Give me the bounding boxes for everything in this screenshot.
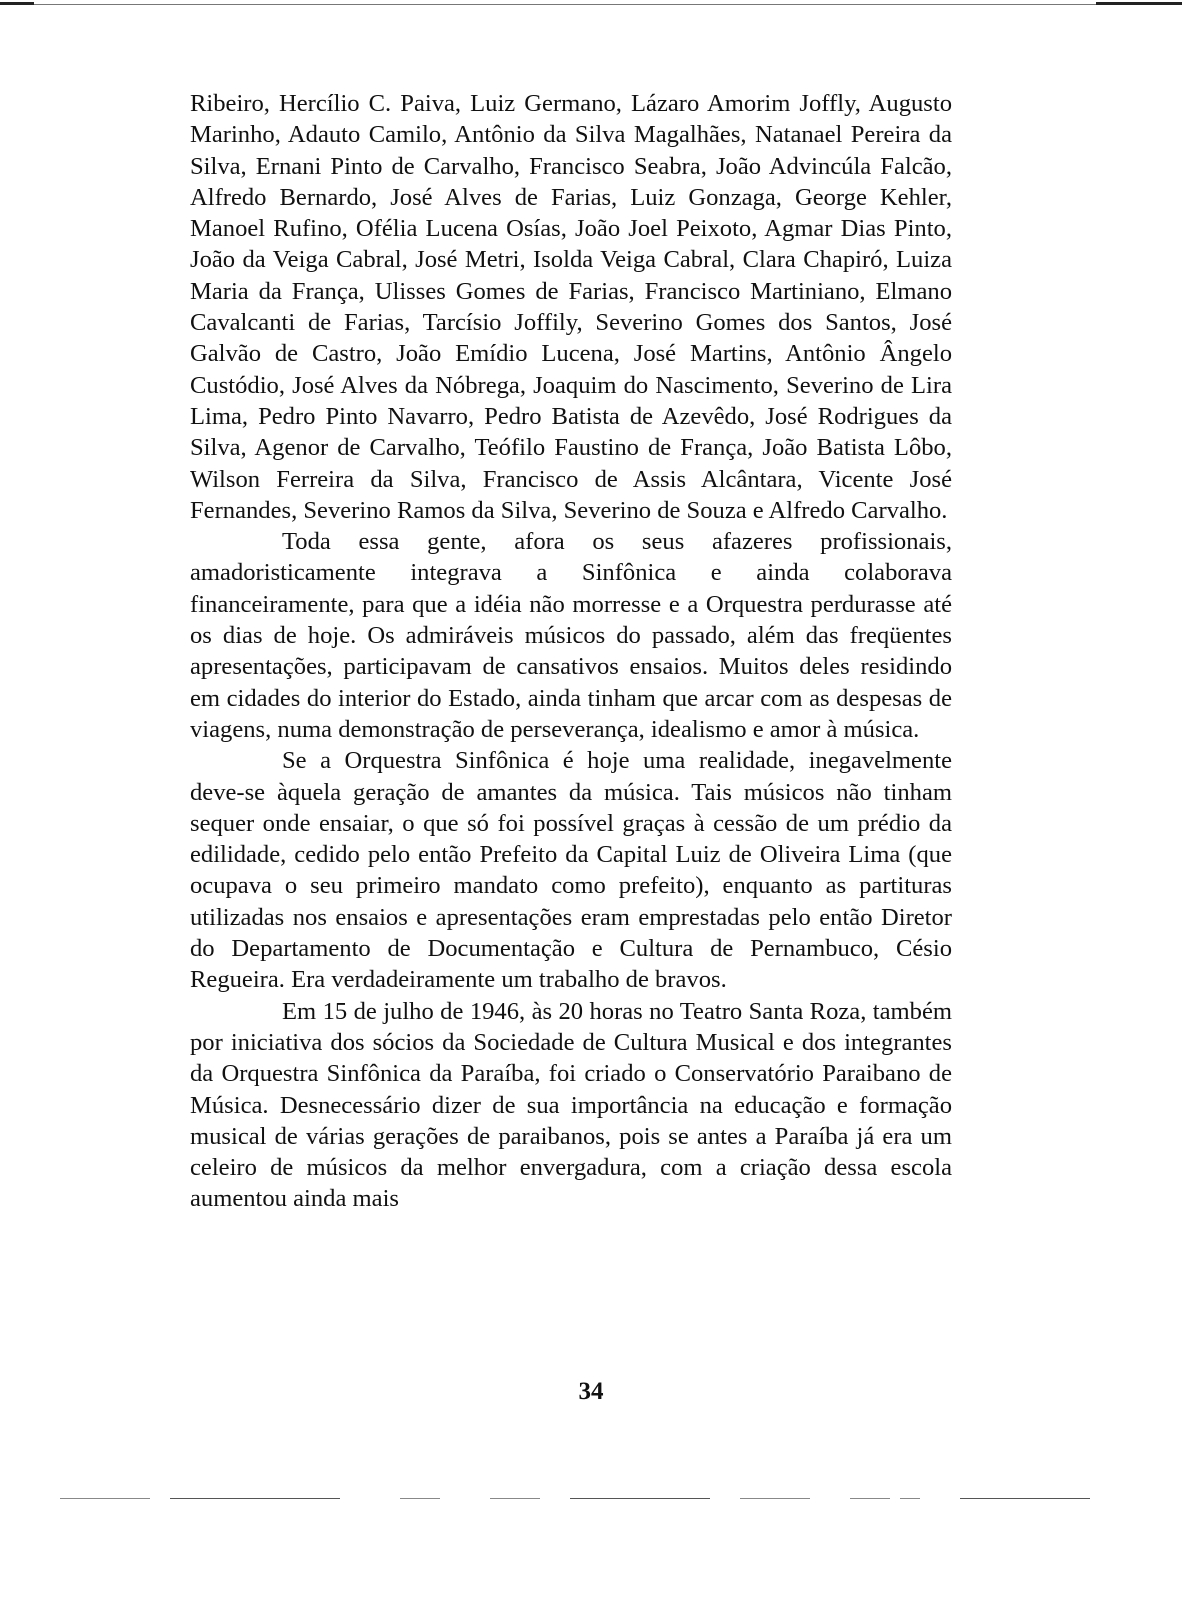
- page-number: 34: [578, 1378, 604, 1405]
- scan-dash: [400, 1498, 440, 1499]
- scan-mark-left: [0, 2, 34, 5]
- paragraph-3: Se a Orquestra Sinfônica é hoje uma realidade, inegavelmente deve-se àquela geração de amantes da música. Tais músicos não tinham sequer onde ensaiar, o que só foi possível graças à cessão de um prédio da edilidade, cedido pelo então Prefeito da Capital Luiz de Oliveira Lima (que ocupava o seu primeiro mandato como prefeito), enquanto as partituras utilizadas nos ensaios e apresentações eram emprestadas pelo então Diretor do Departamento de Documentação e Cultura de Pernambuco, Césio Regueira. Era verdadeiramente um trabalho de bravos.: [190, 747, 952, 994]
- scan-dash: [490, 1498, 540, 1499]
- scan-top-edge: [0, 0, 1182, 8]
- paragraph-4: Em 15 de julho de 1946, às 20 horas no Teatro Santa Roza, também por iniciativa dos sócios da Sociedade de Cultura Musical e dos integrantes da Orquestra Sinfônica da Paraíba, foi criado o Conservatório Paraibano de Música. Desnecessário dizer de sua importância na educação e formação musical de várias gerações de paraibanos, pois se antes a Paraíba já era um celeiro de músicos da melhor envergadura, com a criação dessa escola aumentou ainda mais: [190, 997, 952, 1213]
- scan-dash: [170, 1498, 340, 1499]
- scan-dash: [960, 1498, 1090, 1499]
- paragraph-1: Ribeiro, Hercílio C. Paiva, Luiz Germano, Lázaro Amorim Joffly, Augusto Marinho, Adauto Camilo, Antônio da Silva Magalhães, Natanael Pereira da Silva, Ernani Pinto de Carvalho, Francisco Seabra, João Advincúla Falcão, Alfredo Bernardo, José Alves de Farias, Luiz Gonzaga, George Kehler, Manoel Rufino, Ofélia Lucena Osías, João Joel Peixoto, Agmar Dias Pinto, João da Veiga Cabral, José Metri, Isolda Veiga Cabral, Clara Chapiró, Luiza Maria da França, Ulisses Gomes de Farias, Francisco Martiniano, Elmano Cavalcanti de Farias, Tarcísio Joffily, Severino Gomes dos Santos, José Galvão de Castro, João Emídio Lucena, José Martins, Antônio Ângelo Custódio, José Alves da Nóbrega, Joaquim do Nascimento, Severino de Lira Lima, Pedro Pinto Navarro, Pedro Batista de Azevêdo, José Rodrigues da Silva, Agenor de Carvalho, Teófilo Faustino de França, João Batista Lôbo, Wilson Ferreira da Silva, Francisco de Assis Alcântara, Vicente José Fernandes, Severino Ramos da Silva, Severino de Souza e Alfredo Carvalho.: [190, 90, 952, 524]
- body-text: [190, 88, 952, 1215]
- scan-dash: [850, 1498, 890, 1499]
- scan-dash: [740, 1498, 810, 1499]
- scan-rule: [34, 4, 1096, 5]
- scan-mark-right: [1096, 2, 1182, 5]
- scan-dash: [900, 1498, 920, 1499]
- scan-bottom-edge: [60, 1498, 1090, 1501]
- scan-dash: [60, 1498, 150, 1499]
- scan-dash: [570, 1498, 710, 1499]
- paragraph-2: Toda essa gente, afora os seus afazeres profissionais, amadoristicamente integrava a Sinfônica e ainda colaborava financeiramente, para que a idéia não morresse e a Orquestra perdurasse até os dias de hoje. Os admiráveis músicos do passado, além das freqüentes apresentações, participavam de cansativos ensaios. Muitos deles residindo em cidades do interior do Estado, ainda tinham que arcar com as despesas de viagens, numa demonstração de perseverança, idealismo e amor à música.: [190, 528, 952, 743]
